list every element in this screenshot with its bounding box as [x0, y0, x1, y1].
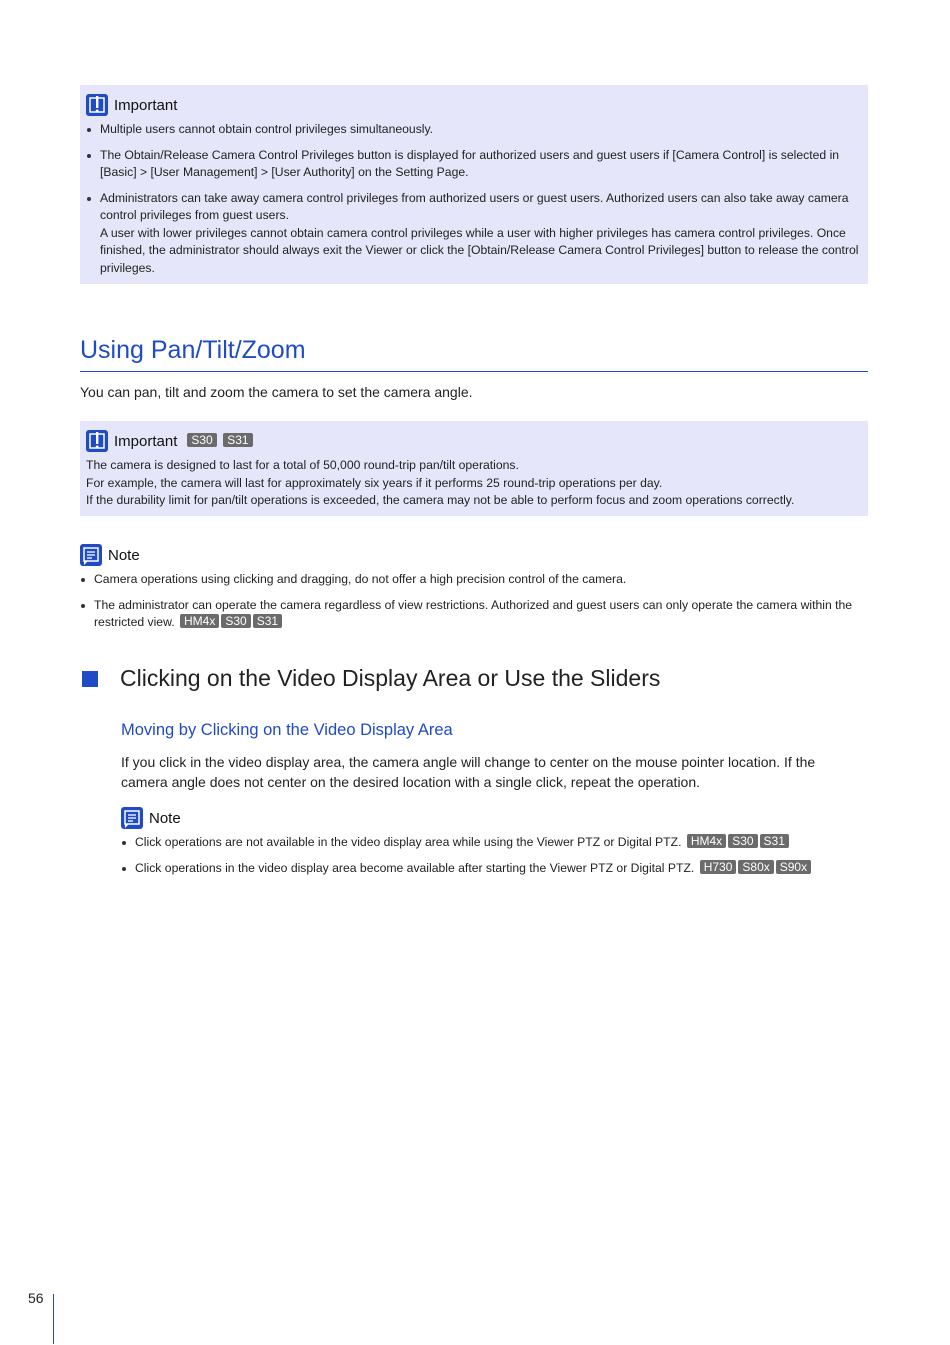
model-badge: S80x [738, 860, 773, 874]
list-item [121, 834, 861, 852]
section-lead: You can pan, tilt and zoom the camera to set the camera angle. [80, 384, 473, 400]
list-item-text: Click operations are not available in the video display area while using the Viewer PTZ or Digital PTZ. [135, 835, 682, 849]
note-box-click [121, 806, 861, 877]
durability-line: The camera is designed to last for a total of 50,000 round-trip pan/tilt operations. [86, 458, 519, 472]
important-header [86, 429, 862, 453]
square-bullet-icon [82, 671, 98, 687]
list-item: Camera operations using clicking and dragging, do not offer a high precision control of the camera. [80, 571, 868, 589]
durability-line: For example, the camera will last for approximately six years if it performs 25 round-trip operations per day. [86, 475, 663, 490]
list-item [86, 190, 862, 278]
note-icon [121, 807, 143, 829]
durability-line: If the durability limit for pan/tilt operations is exceeded, the camera may not be able to perform focus and zoom operations correctly. [86, 493, 795, 507]
note-header [121, 806, 861, 830]
list-item [121, 860, 861, 878]
subsection-paragraph: If you click in the video display area, the camera angle will change to center on the mouse pointer location. If the camera angle does not center on the desired location with a single click, repeat the operation. [121, 754, 816, 790]
list-item-text: Click operations in the video display area become available after starting the Viewer PTZ or Digital PTZ. [135, 860, 695, 875]
important-icon [86, 430, 108, 452]
subsubsection-title: Moving by Clicking on the Video Display Area [121, 721, 453, 739]
important-box-durability [80, 421, 868, 516]
list-item-text: A user with lower privileges cannot obtain camera control privileges while a user with higher privileges has camera control privileges. Once finished, the administrator should always exit the Viewer or click the [Obtain/Release Camera Control Privileges] button to release the control privileges. [100, 225, 859, 275]
important-icon [86, 94, 108, 116]
note-title: Note [108, 546, 140, 564]
list-item: The Obtain/Release Camera Control Privileges button is displayed for authorized users and guest users if [Camera Control] is selected in [Basic] > [User Management] > [User Authority] on the Setting Page. [86, 147, 862, 182]
important-header [86, 93, 862, 117]
list-item-text: The administrator can operate the camera regardless of view restrictions. Authorized and guest users can only operate the camera within the restricted view. [94, 597, 853, 629]
list-item [80, 597, 868, 632]
model-badge: H730 [700, 860, 737, 874]
model-badge: S31 [253, 614, 282, 628]
model-badge: S31 [223, 433, 252, 447]
model-badge: S30 [221, 614, 250, 628]
model-badge: S31 [760, 834, 789, 848]
note-icon [80, 544, 102, 566]
important-box [80, 85, 868, 284]
list-item: Multiple users cannot obtain control privileges simultaneously. [86, 121, 862, 139]
model-badge: S90x [776, 860, 811, 874]
note-header [80, 543, 868, 567]
model-badge: S30 [187, 433, 216, 447]
note-box [80, 543, 868, 632]
section-title: Using Pan/Tilt/Zoom [80, 336, 868, 372]
subsection-title: Clicking on the Video Display Area or Use the Sliders [120, 665, 661, 691]
note-title: Note [149, 809, 181, 827]
subsection-heading [82, 665, 660, 692]
page-number: 56 [28, 1290, 44, 1306]
model-badge: HM4x [180, 614, 219, 628]
model-badge: HM4x [687, 834, 726, 848]
list-item-text: Administrators can take away camera control privileges from authorized users or guest users. Authorized users can also take away camera control privileges from guest users. [100, 190, 849, 222]
important-title: Important [114, 96, 178, 114]
model-badge: S30 [728, 834, 757, 848]
important-title: Important [114, 432, 178, 450]
page-divider [53, 1294, 54, 1344]
